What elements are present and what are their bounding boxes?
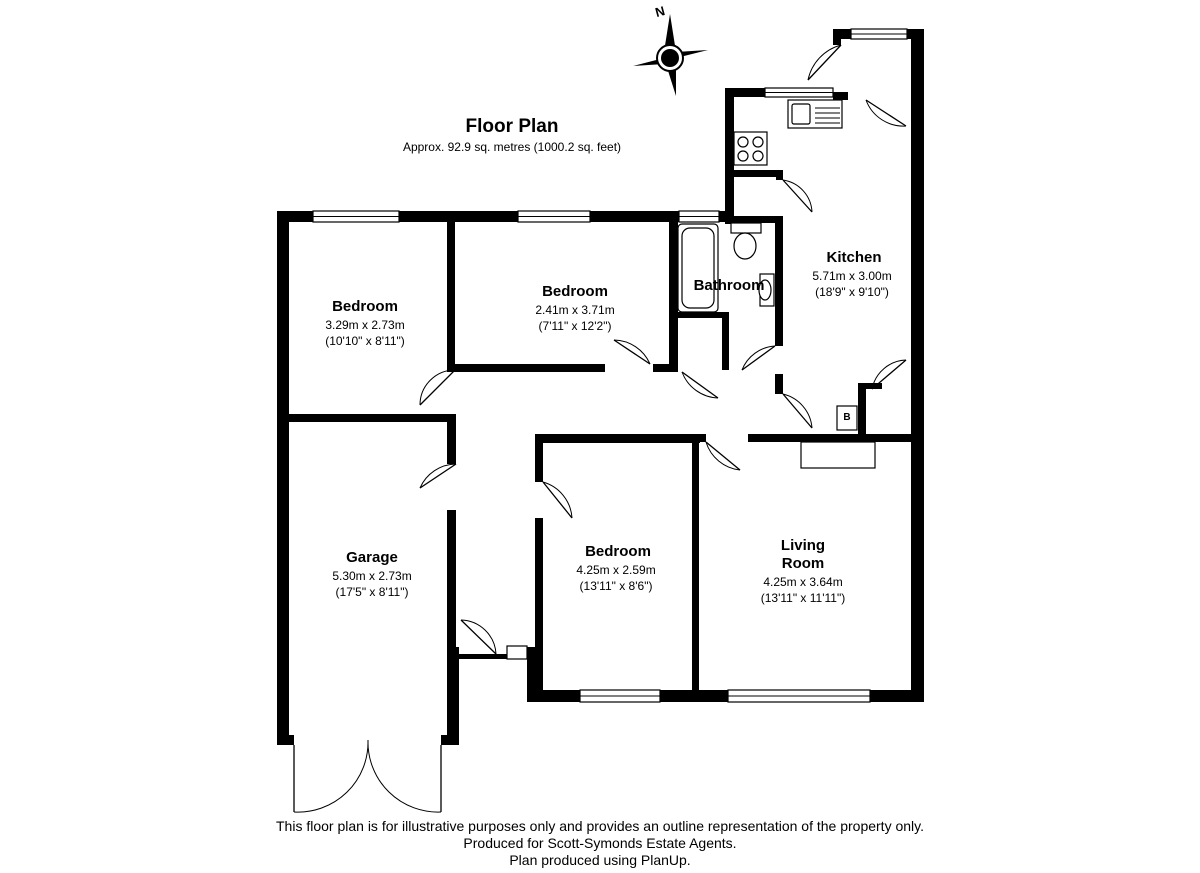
room-dimensions-imperial: (13'11" x 11'11")	[760, 591, 846, 605]
compass-label: N	[653, 3, 667, 20]
room-name: Garage	[346, 549, 398, 566]
total-area: Approx. 92.9 sq. metres (1000.2 sq. feet)	[402, 140, 622, 154]
room-dimensions-imperial: (10'10" x 8'11")	[325, 334, 405, 348]
room-dimensions-metric: 3.29m x 2.73m	[325, 318, 405, 332]
room-name: Bedroom	[585, 543, 651, 560]
room-dimensions-metric: 5.71m x 3.00m	[812, 269, 892, 283]
room-name: Kitchen	[826, 249, 882, 266]
disclaimer-line: This floor plan is for illustrative purposes only and provides an outline representation of the property only.	[276, 818, 924, 834]
room-dimensions-imperial: (17'5" x 8'11")	[335, 585, 409, 599]
room-dimensions-imperial: (13'11" x 8'6")	[579, 579, 653, 593]
room-name-line1: Living	[780, 537, 826, 554]
room-dimensions-metric: 5.30m x 2.73m	[332, 569, 412, 583]
room-dimensions-metric: 4.25m x 3.64m	[763, 575, 843, 589]
room-name: Bathroom	[693, 277, 765, 294]
room-name: Bedroom	[332, 298, 398, 315]
room-name: Bedroom	[542, 283, 608, 300]
producer-line: Produced for Scott-Symonds Estate Agents.	[463, 835, 737, 851]
room-dimensions-imperial: (7'11" x 12'2")	[538, 319, 612, 333]
room-name-line2: Room	[781, 555, 825, 572]
boiler-label: B	[843, 412, 851, 423]
room-dimensions-metric: 2.41m x 3.71m	[535, 303, 615, 317]
page-title: Floor Plan	[465, 116, 559, 137]
compass-icon	[633, 14, 708, 96]
room-dimensions-metric: 4.25m x 2.59m	[576, 563, 656, 577]
software-line: Plan produced using PlanUp.	[509, 852, 691, 868]
room-dimensions-imperial: (18'9" x 9'10")	[815, 285, 889, 299]
